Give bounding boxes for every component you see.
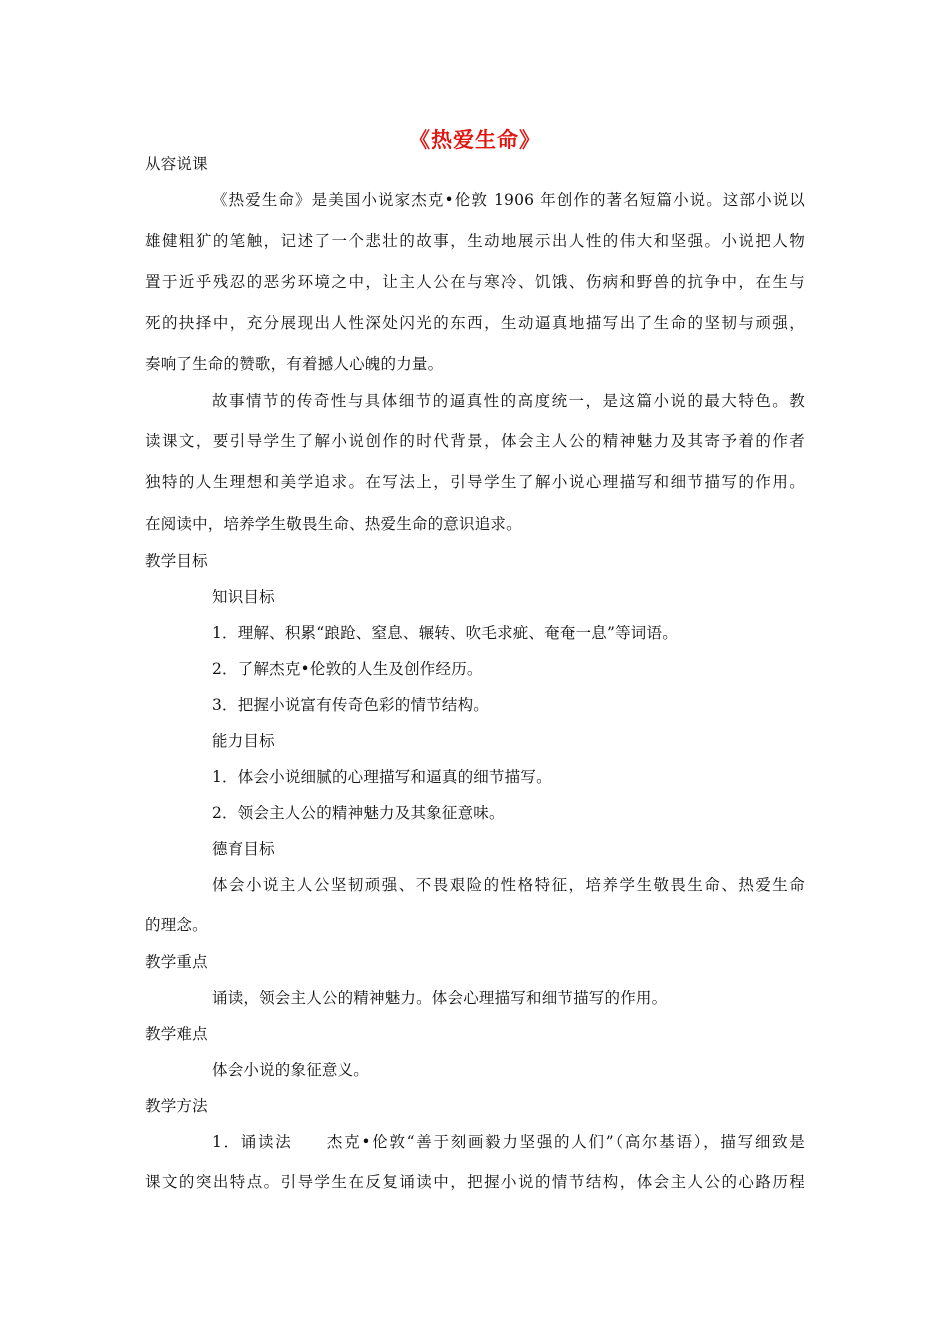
section-heading-difficulty: 教学难点 — [145, 1025, 208, 1043]
paragraph-line: 死的抉择中，充分展现出人性深处闪光的东西，生动逼真地描写出了生命的坚韧与顽强， — [145, 314, 805, 332]
section-heading-focus: 教学重点 — [145, 953, 208, 971]
list-item: 1．体会小说细腻的心理描写和逼真的细节描写。 — [212, 768, 552, 786]
paragraph-line: 《热爱生命》是美国小说家杰克•伦敦 1906 年创作的著名短篇小说。这部小说以 — [212, 191, 805, 209]
paragraph-line: 置于近乎残忍的恶劣环境之中，让主人公在与寒冷、饥饿、伤病和野兽的抗争中，在生与 — [145, 273, 805, 291]
document-title: 《热爱生命》 — [409, 127, 541, 152]
list-item: 2．领会主人公的精神魅力及其象征意味。 — [212, 804, 505, 822]
list-item: 3．把握小说富有传奇色彩的情节结构。 — [212, 696, 489, 714]
paragraph-line: 读课文，要引导学生了解小说创作的时代背景，体会主人公的精神魅力及其寄予着的作者 — [145, 432, 805, 450]
paragraph-line: 1．诵读法 杰克•伦敦“善于刻画毅力坚强的人们”（高尔基语），描写细致是 — [212, 1133, 805, 1151]
list-item: 1．理解、积累“踉跄、窒息、辗转、吹毛求疵、奄奄一息”等词语。 — [212, 624, 678, 642]
subheading-knowledge: 知识目标 — [212, 588, 275, 606]
paragraph-line: 课文的突出特点。引导学生在反复诵读中，把握小说的情节结构，体会主人公的心路历程 — [145, 1173, 805, 1191]
paragraph-line: 诵读，领会主人公的精神魅力。体会心理描写和细节描写的作用。 — [212, 989, 668, 1007]
paragraph-line: 奏响了生命的赞歌，有着撼人心魄的力量。 — [145, 355, 444, 373]
paragraph-line: 在阅读中，培养学生敬畏生命、热爱生命的意识追求。 — [145, 515, 522, 533]
paragraph-line: 独特的人生理想和美学追求。在写法上，引导学生了解小说心理描写和细节描写的作用。 — [145, 473, 805, 491]
paragraph-line: 体会小说的象征意义。 — [212, 1061, 370, 1079]
subheading-ability: 能力目标 — [212, 732, 275, 750]
section-heading-goals: 教学目标 — [145, 552, 208, 570]
paragraph-line: 故事情节的传奇性与具体细节的逼真性的高度统一，是这篇小说的最大特色。教 — [212, 392, 805, 410]
section-heading-congrong: 从容说课 — [145, 155, 208, 173]
paragraph-line: 的理念。 — [145, 916, 208, 934]
section-heading-method: 教学方法 — [145, 1097, 208, 1115]
list-item: 2．了解杰克•伦敦的人生及创作经历。 — [212, 660, 483, 678]
paragraph-line: 雄健粗犷的笔触，记述了一个悲壮的故事，生动地展示出人性的伟大和坚强。小说把人物 — [145, 232, 805, 250]
subheading-moral: 德育目标 — [212, 840, 275, 858]
paragraph-line: 体会小说主人公坚韧顽强、不畏艰险的性格特征，培养学生敬畏生命、热爱生命 — [212, 876, 805, 894]
